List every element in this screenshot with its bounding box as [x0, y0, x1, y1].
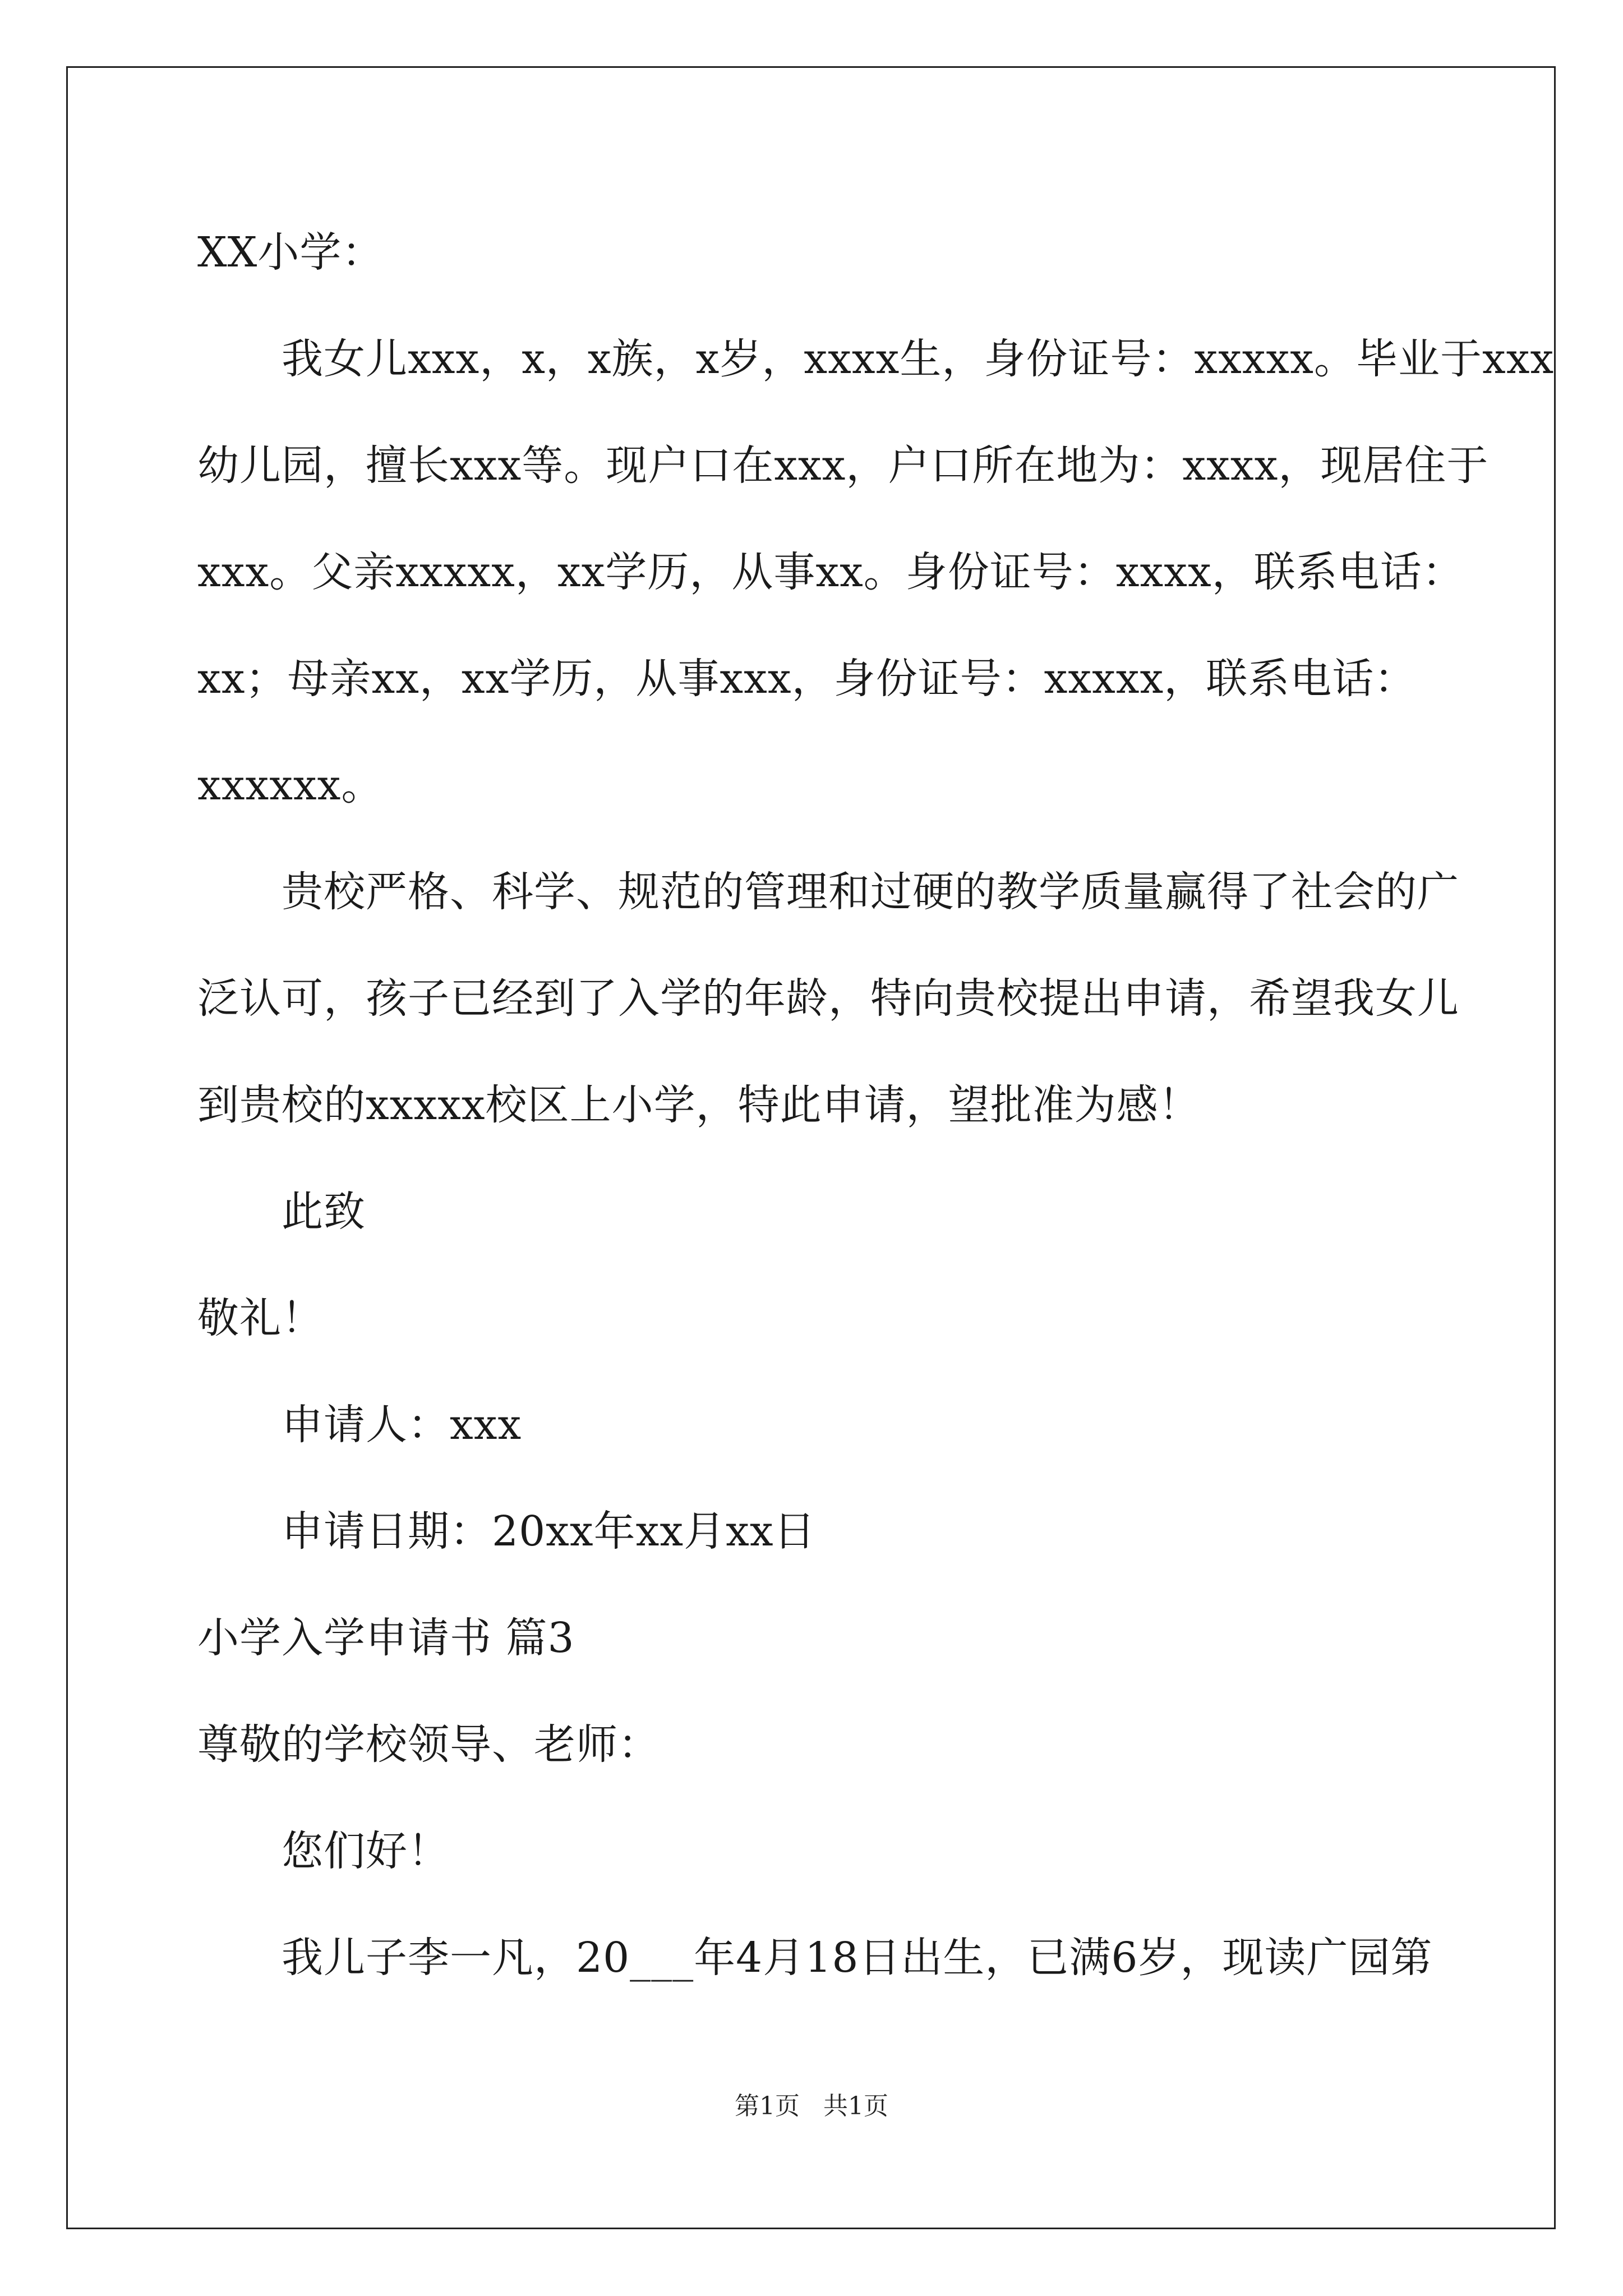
paragraph-line: 泛认可，孩子已经到了入学的年龄，特向贵校提出申请，希望我女儿	[197, 974, 1459, 1023]
date-line: 申请日期：20xx年xx月xx日	[282, 1507, 816, 1556]
page-number-current: 第1页	[735, 2092, 800, 2120]
applicant-line: 申请人：xxx	[282, 1401, 522, 1449]
paragraph-line: 我儿子李一凡，20___年4月18日出生，已满6岁，现读广园第	[282, 1934, 1433, 1982]
paragraph-line: 我女儿xxx，x，x族，x岁，xxxx生，身份证号：xxxxx。毕业于xxx	[282, 335, 1555, 383]
paragraph-line: 幼儿园，擅长xxx等。现户口在xxx，户口所在地为：xxxx，现居住于	[197, 441, 1489, 490]
paragraph-line: xx；母亲xx，xx学历，从事xxx，身份证号：xxxxx，联系电话：	[197, 655, 1417, 703]
page-footer	[0, 2086, 1623, 2122]
paragraph-line: 贵校严格、科学、规范的管理和过硬的教学质量赢得了社会的广	[282, 868, 1459, 916]
paragraph-line: xxxxxx。	[197, 761, 384, 809]
salutation-2: 尊敬的学校领导、老师：	[197, 1720, 660, 1769]
paragraph-line: xxx。父亲xxxxx，xx学历，从事xx。身份证号：xxxx，联系电话：	[197, 548, 1464, 596]
document-body	[197, 219, 1555, 2031]
page-number-total: 共1页	[823, 2092, 888, 2120]
greeting: 您们好！	[282, 1827, 450, 1875]
salutation: XX小学：	[197, 228, 384, 277]
closing-ci-zhi: 此致	[282, 1188, 366, 1236]
section-title: 小学入学申请书 篇3	[197, 1614, 575, 1662]
paragraph-line: 到贵校的xxxxx校区上小学，特此申请，望批准为感！	[197, 1081, 1201, 1129]
closing-jing-li: 敬礼！	[197, 1294, 324, 1342]
